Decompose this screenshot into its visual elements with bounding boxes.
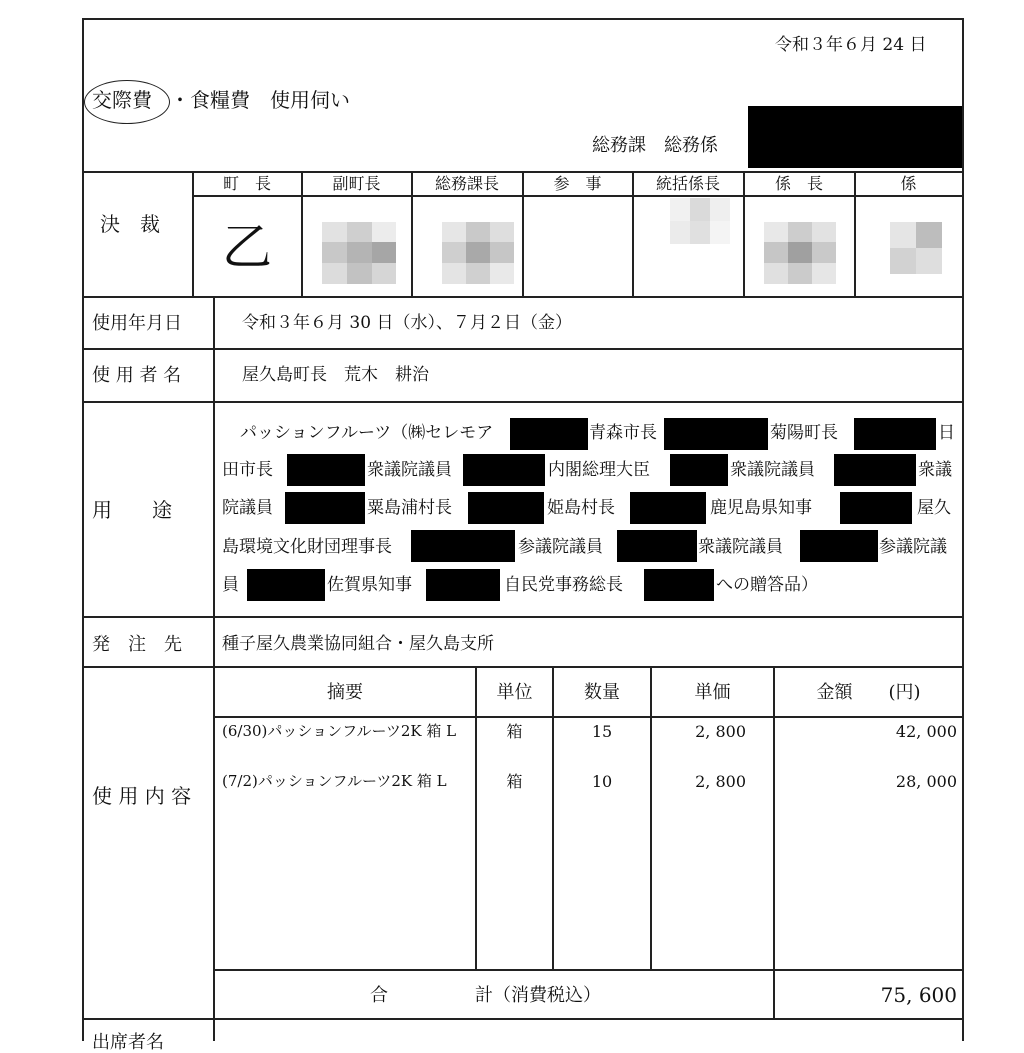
- user-name-label: 使 用 者 名: [92, 365, 182, 386]
- approval-col-vice-mayor: 副町長: [332, 174, 381, 193]
- purpose-text: 島環境文化財団理事長: [222, 537, 392, 557]
- purpose-text: 日: [938, 423, 955, 443]
- total-label-b: 計（消費税込）: [475, 985, 601, 1006]
- redaction-block: [800, 530, 878, 562]
- redaction-block: [411, 530, 515, 562]
- redaction-block: [854, 418, 936, 450]
- purpose-text: 衆議院議員: [698, 537, 783, 557]
- purpose-text: 内閣総理大臣: [548, 460, 650, 480]
- table-total-divider: [213, 969, 964, 971]
- pixelated-seal: [442, 222, 514, 284]
- vendor-value: 種子屋久農業協同組合・屋久島支所: [222, 634, 494, 654]
- document-date: 令和３年６月 24 日: [775, 35, 927, 55]
- purpose-text: への贈答品）: [716, 575, 818, 595]
- approval-col-general-affairs-chief: 総務課長: [434, 174, 499, 193]
- redaction-block: [644, 569, 714, 601]
- usage-date-value: 令和３年６月 30 日（水）、７月２日（金）: [242, 313, 572, 333]
- pixelated-seal: [322, 222, 396, 284]
- document-title: ・食糧費 使用伺い: [170, 88, 350, 112]
- item-description: (6/30)パッションフルーツ2K 箱 L: [222, 722, 457, 740]
- redaction-block: [463, 454, 545, 486]
- pixelated-seal: [890, 222, 942, 274]
- usage-content-label: 使 用 内 容: [92, 784, 192, 808]
- purpose-text: 院議員: [222, 498, 273, 518]
- purpose-text: 衆議院議員: [730, 460, 815, 480]
- total-label-a: 合: [370, 985, 388, 1006]
- row-divider: [82, 401, 964, 403]
- purpose-text: 青森市長: [589, 423, 657, 443]
- table-col-divider: [552, 666, 554, 970]
- purpose-label: 用 途: [92, 498, 172, 522]
- purpose-text: 粟島浦村長: [367, 498, 452, 518]
- user-name-value: 屋久島町長 荒木 耕治: [242, 365, 429, 385]
- redaction-block: [630, 492, 706, 524]
- row-divider: [82, 348, 964, 350]
- total-amount: 75, 600: [880, 983, 957, 1007]
- row-divider: [82, 666, 964, 668]
- purpose-text: 参議院議: [879, 537, 947, 557]
- label-column-divider: [213, 296, 215, 1041]
- purpose-text: パッションフルーツ（㈱セレモア: [240, 423, 494, 443]
- purpose-text: 田市長: [222, 460, 273, 480]
- approval-col-section-chief: 係 長: [774, 174, 823, 193]
- item-amount: 28, 000: [895, 772, 957, 791]
- approval-header-divider: [192, 195, 964, 197]
- attendee-label-partial: 出席者名: [92, 1032, 164, 1053]
- item-description: (7/2)パッションフルーツ2K 箱 L: [222, 772, 447, 790]
- redaction-block: [748, 106, 962, 168]
- pixelated-seal: [764, 222, 836, 284]
- approval-col-supervisor: 統括係長: [655, 174, 720, 193]
- purpose-text: 姫島村長: [547, 498, 615, 518]
- item-amount: 42, 000: [895, 722, 957, 741]
- table-header-quantity: 数量: [584, 682, 620, 703]
- item-unit: 箱: [506, 772, 523, 791]
- purpose-text: 衆議: [918, 460, 952, 480]
- purpose-text: 参議院議員: [518, 537, 603, 557]
- item-unit-price: 2, 800: [695, 722, 746, 741]
- redaction-block: [285, 492, 365, 524]
- table-col-divider: [475, 666, 477, 970]
- table-header-description: 摘要: [327, 682, 363, 703]
- department-label: 総務課 総務係: [592, 135, 718, 156]
- row-divider: [82, 1018, 964, 1020]
- table-header-amount: 金額 (円): [816, 682, 921, 703]
- redaction-block: [510, 418, 588, 450]
- table-header-divider: [213, 716, 964, 718]
- item-unit: 箱: [506, 722, 523, 741]
- approval-col-counselor: 参 事: [553, 174, 602, 193]
- outer-top-border: [82, 18, 964, 20]
- purpose-text: 佐賀県知事: [327, 575, 412, 595]
- redaction-block: [287, 454, 365, 486]
- redaction-block: [834, 454, 916, 486]
- usage-date-label: 使用年月日: [92, 313, 182, 334]
- table-header-unit: 単位: [496, 682, 533, 703]
- approval-col-staff: 係: [900, 174, 917, 193]
- purpose-text: 菊陽町長: [770, 423, 838, 443]
- title-circled-text: 交際費: [92, 88, 152, 112]
- redaction-block: [840, 492, 912, 524]
- redaction-block: [247, 569, 325, 601]
- pixelated-seal: [670, 198, 730, 244]
- purpose-text: 衆議院議員: [367, 460, 452, 480]
- purpose-text: 自民党事務総長: [504, 575, 623, 595]
- item-unit-price: 2, 800: [695, 772, 746, 791]
- approval-label: 決 裁: [100, 212, 160, 236]
- redaction-block: [670, 454, 728, 486]
- table-col-divider: [650, 666, 652, 970]
- table-header-unit-price: 単価: [694, 682, 731, 703]
- purpose-text: 屋久: [917, 498, 951, 518]
- approval-col-mayor: 町 長: [222, 174, 271, 193]
- purpose-text: 鹿児島県知事: [710, 498, 812, 518]
- vendor-label: 発 注 先: [92, 634, 182, 655]
- item-quantity: 15: [591, 722, 613, 741]
- redaction-block: [617, 530, 697, 562]
- table-col-divider: [773, 666, 775, 1019]
- mayor-seal-mark: 乙: [222, 218, 272, 276]
- redaction-block: [664, 418, 768, 450]
- redaction-block: [426, 569, 500, 601]
- redaction-block: [468, 492, 544, 524]
- item-quantity: 10: [591, 772, 613, 791]
- row-divider: [82, 616, 964, 618]
- purpose-text: 員: [222, 575, 239, 595]
